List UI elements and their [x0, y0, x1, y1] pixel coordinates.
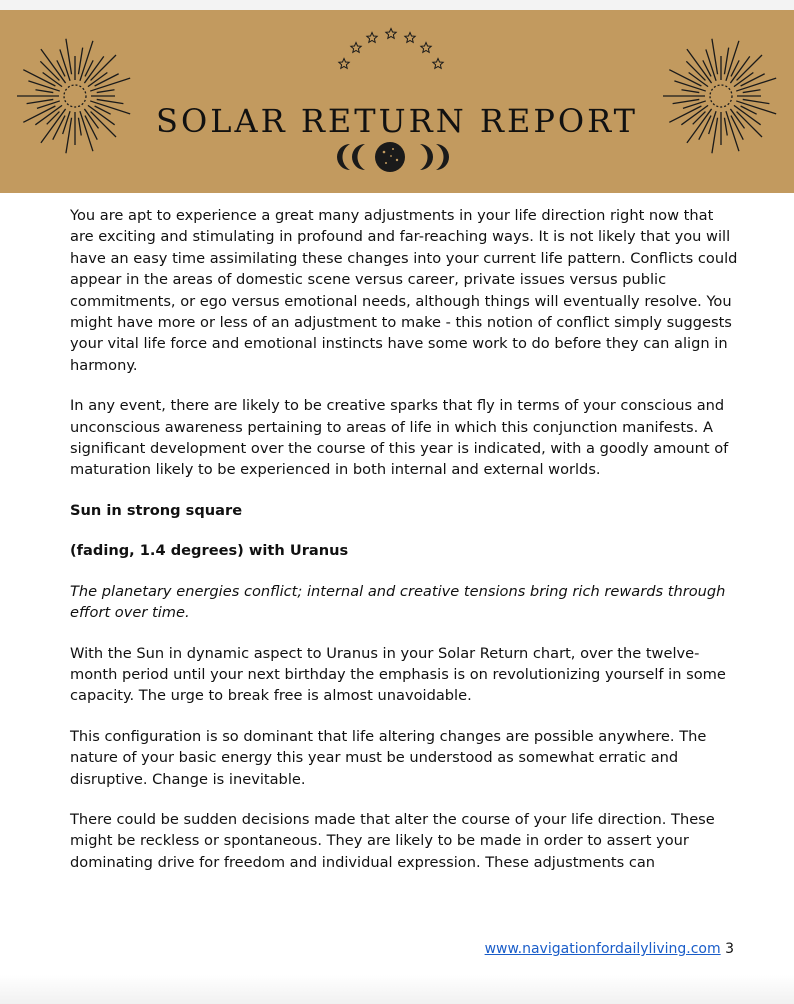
- stars-icon: [339, 29, 443, 69]
- body-paragraph: There could be sudden decisions made that alter the course of your life direction. These might be reckless or spontaneous. They are likely to be made in order to assert your dominating drive for freedom and individual expression. These adjustments can: [70, 810, 715, 871]
- aspect-heading: Sun in strong square: [70, 501, 243, 519]
- moon-phases-icon: [337, 142, 449, 172]
- report-body: [70, 205, 740, 892]
- body-paragraph: This configuration is so dominant that life altering changes are possible anywhere. The nature of your basic energy this year must be understood as somewhat erratic and disruptive. Change is inevitable.: [70, 727, 707, 788]
- website-link[interactable]: www.navigationfordailyliving.com: [484, 941, 721, 957]
- page-footer: [485, 941, 734, 957]
- aspect-summary: The planetary energies conflict; internal and creative tensions bring rich rewards through effort over time.: [70, 582, 726, 622]
- page-number: 3: [725, 941, 734, 957]
- body-paragraph: With the Sun in dynamic aspect to Uranus in your Solar Return chart, over the twelve-month period until your next birthday the emphasis is on revolutionizing yourself in some capacity. The urge to break free is almost unavoidable.: [70, 644, 726, 705]
- header-banner: [0, 10, 794, 193]
- page-bottom-edge: [0, 975, 794, 1004]
- page-top-strip: [0, 0, 794, 10]
- report-title: SOLAR RETURN REPORT: [156, 102, 638, 140]
- body-paragraph: You are apt to experience a great many adjustments in your life direction right now that are exciting and stimulating in profound and far-reaching ways. It is not likely that you will have an easy time assimilating these changes into your current life pattern. Conflicts could appear in the areas of domestic scene versus career, private issues versus public commitments, or ego versus emotional needs, although things will eventually resolve. You might have more or less of an adjustment to make - this notion of conflict simply suggests your vital life force and emotional instincts have some work to do before they can align in harmony.: [70, 207, 738, 374]
- body-paragraph: In any event, there are likely to be creative sparks that fly in terms of your conscious and unconscious awareness pertaining to areas of life in which this conjunction manifests. A significant development over the course of this year is indicated, with a goodly amount of maturation likely to be experienced in both internal and external worlds.: [70, 397, 729, 479]
- aspect-subheading: (fading, 1.4 degrees) with Uranus: [70, 542, 349, 560]
